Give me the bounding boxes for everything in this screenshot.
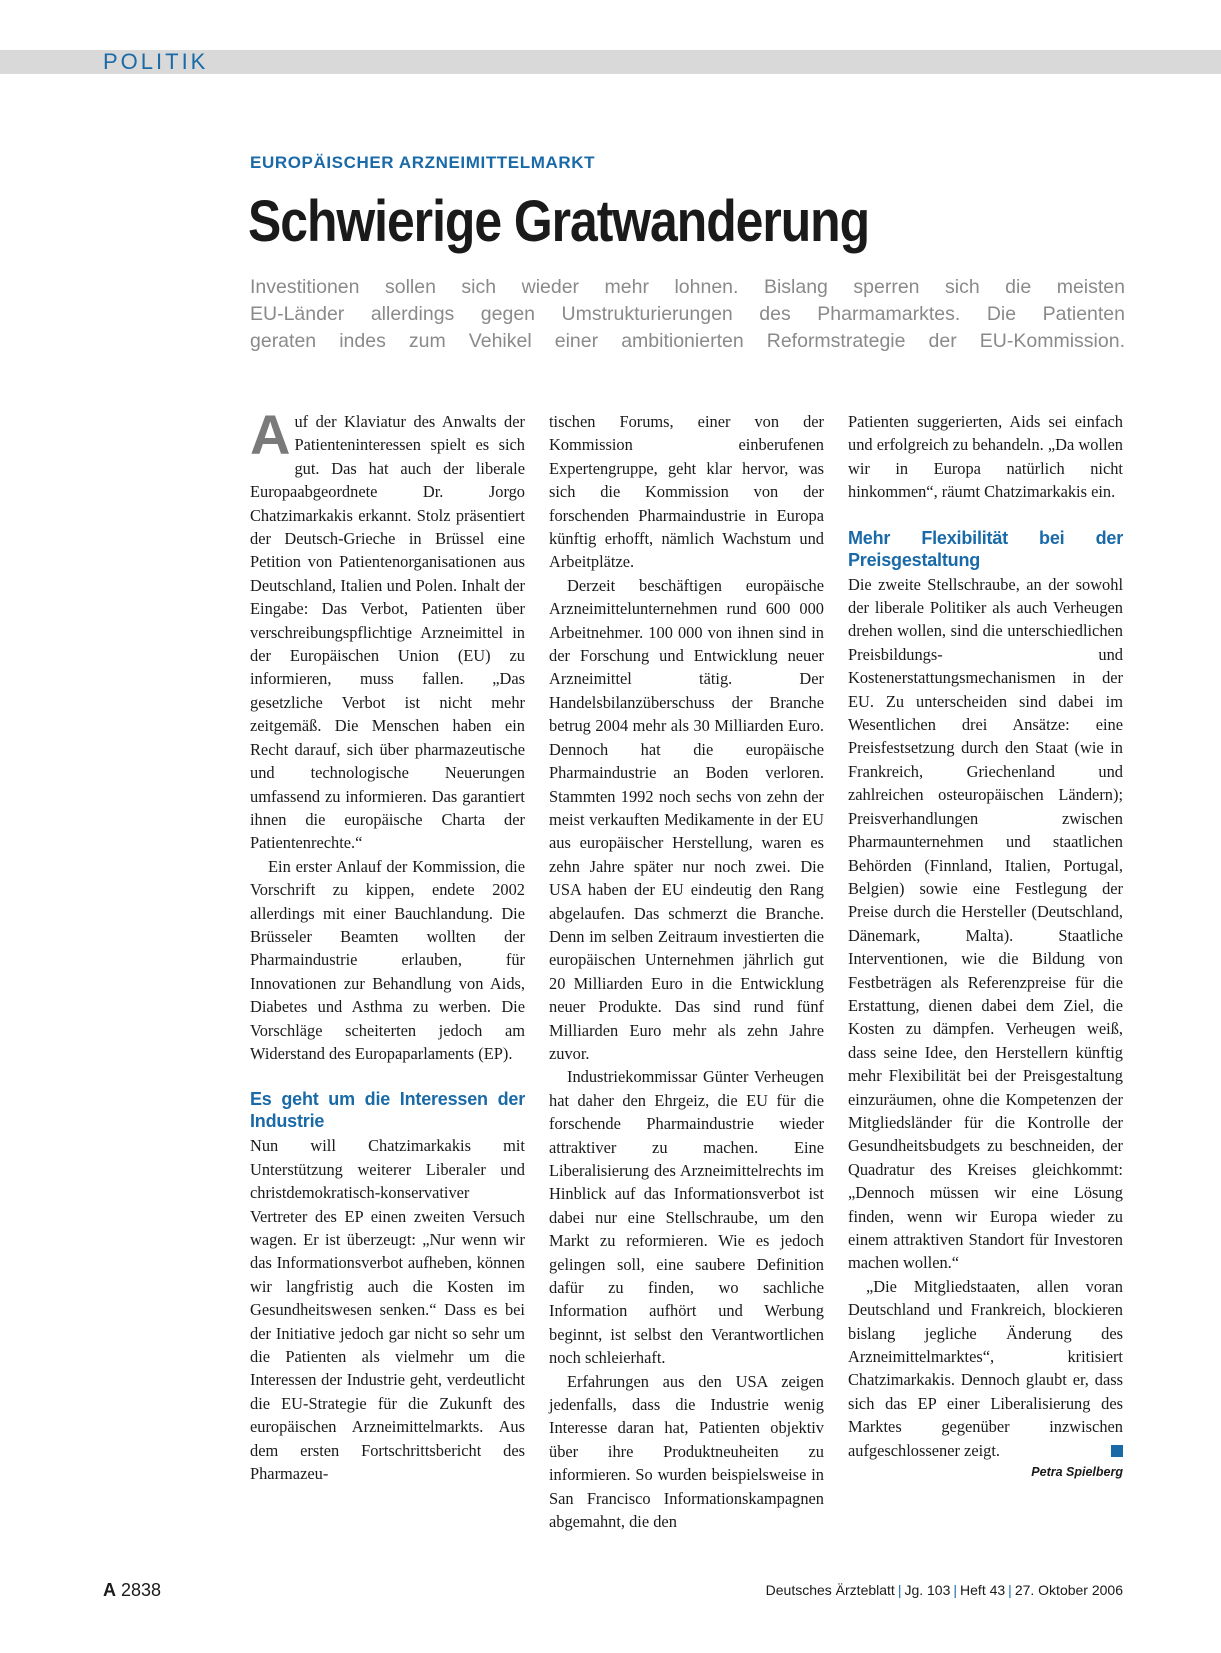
paragraph (250, 403, 525, 855)
separator: | (1008, 1582, 1012, 1598)
text-column-3 (848, 410, 1123, 1482)
lead-line: Investitionen sollen sich wieder mehr lohnen. Bislang sperren sich die meisten (250, 276, 1125, 298)
paragraph: Erfahrungen aus den USA zeigen jedenfalls, dass die Industrie wenig Interesse daran hat, Patienten objektiv über ihre Produktneuheiten zu informieren. So wurden beispielsweise in San Francisco Informationskampagnen abgemahnt, die den (549, 1371, 824, 1532)
journal-name: Deutsches Ärzteblatt (765, 1582, 895, 1598)
paragraph: Industriekommissar Günter Verheugen hat daher den Ehrgeiz, die EU für die forschende Pharmaindustrie wieder attraktiver zu machen. Eine Liberalisierung des Arzneimittelrechts im Hinblick auf das Informationsverbot ist dabei nur eine Stellschraube, um den Markt zu reformieren. Wie es jedoch gelingen soll, eine saubere Definition dafür zu finden, wo sachliche Information aufhört und Werbung beginnt, ist selbst den Verantwortlichen noch schleierhaft. (549, 1067, 824, 1368)
article-lead (250, 274, 1125, 355)
page-number (103, 1580, 161, 1601)
paragraph: Die zweite Stellschraube, an der sowohl der liberale Politiker als auch Verheugen drehen wollen, sind die unterschiedlichen Preisbildungs- und Kostenerstattungsmechanismen in der EU. Zu unterscheiden sind dabei im Wesentlichen drei Ansätze: eine Preisfestsetzung durch den Staat (wie in Frankreich, Griechenland und zahlreichen osteuropäischen Ländern); Preisverhandlungen zwischen Pharmaunternehmen und staatlichen Behörden (Finnland, Italien, Portugal, Belgien) sowie eine Festlegung der Preise durch die Hersteller (Deutschland, Dänemark, Malta). Staatliche Interventionen, wie die Bildung von Festbeträgen als Referenzpreise für die Erstattung, dienen dabei dem Ziel, die Kosten zu dämpfen. Verheugen weiß, dass seine Idee, den Herstellern künftig mehr Flexibilität bei der Preisgestaltung einzuräumen, ohne die Kompetenzen der Mitgliedsländer für die Kontrolle der Gesundheitsbudgets zu beschneiden, der Quadratur des Kreises gleichkommt: „Dennoch müssen wir eine Lösung finden, wenn wir Europa wieder zu einem attraktiven Standort für Investoren machen wollen.“ (848, 574, 1123, 1273)
separator: | (897, 1582, 902, 1598)
article-headline: Schwierige Gratwanderung (248, 189, 870, 254)
lead-line: EU-Länder allerdings gegen Umstrukturierungen des Pharmamarktes. Die Patienten (250, 303, 1125, 325)
text-column-2 (549, 410, 824, 1534)
section-label: POLITIK (103, 49, 209, 74)
paragraph: tischen Forums, einer von der Kommission einberufenen Expertengruppe, geht klar hervor, was sich die Kommission von der forschenden Pharmaindustrie in Europa künftig erhofft, nämlich Wachstum und Arbeitplätze. (549, 412, 824, 572)
page-prefix: A (103, 1580, 116, 1600)
lead-line: geraten indes zum Vehikel einer ambitionierten Reformstrategie der EU-Kommission. (250, 330, 1125, 352)
publication-date: 27. Oktober 2006 (1014, 1582, 1123, 1598)
author-byline: Petra Spielberg (1031, 1465, 1123, 1480)
footer-publication-info (766, 1582, 1123, 1598)
article-kicker: EUROPÄISCHER ARZNEIMITTELMARKT (250, 153, 596, 172)
paragraph-text: „Die Mitgliedstaaten, allen voran Deutschland und Frankreich, blockieren bislang jegliche Änderung des Arzneimittelmarktes“, kritisiert Chatzimarkakis. Dennoch glaubt er, dass sich das EP einer Liberalisierung des Marktes gegenüber inzwischen aufgeschlossener zeigt. (848, 1276, 1123, 1460)
paragraph: Patienten suggerierten, Aids sei einfach und erfolgreich zu behandeln. „Da wollen wir in Europa natürlich nicht hinkommen“, räumt Chatzimarkakis ein. (848, 412, 1123, 502)
text-column-1 (250, 403, 525, 1485)
paragraph: Nun will Chatzimarkakis mit Unterstützung weiterer Liberaler und christdemokratisch-konservativer Vertreter des EP einen zweiten Versuch wagen. Er ist überzeugt: „Nur wenn wir das Informationsverbot aufheben, können wir langfristig auch die Kosten im Gesundheitswesen senken.“ Dass es bei der Initiative jedoch gar nicht so sehr um die Patienten als vielmehr um die Interessen der Industrie geht, verdeutlicht die EU-Strategie für die Zukunft des europäischen Arzneimittelmarkts. Aus dem ersten Fortschrittsbericht des Pharmazeu- (250, 1136, 525, 1484)
journal-volume: Jg. 103 (904, 1582, 951, 1598)
paragraph (848, 1275, 1123, 1462)
end-mark-icon (1111, 1445, 1123, 1457)
subheading: Mehr Flexibilität bei der Preisgestaltung (848, 527, 1123, 570)
subheading: Es geht um die Interessen der Industrie (250, 1089, 525, 1132)
paragraph-text: uf der Klaviatur des Anwalts der Patienteninteressen spielt es sich gut. Das hat auch der liberale Europaabgeordnete Dr. Jorgo Chatzimarkakis erkannt. Stolz präsentiert der Deutsch-Grieche in Brüssel eine Petition von Patientenorganisationen aus Deutschland, Italien und Polen. Inhalt der Eingabe: Das Verbot, Patienten über verschreibungspflichtige Arzneimittel in der Europäischen Union (EU) zu informieren, muss fallen. „Das gesetzliche Verbot ist nicht mehr zeitgemäß. Die Menschen haben ein Recht darauf, sich über pharmazeutische und technologische Neuerungen umfassend zu informieren. Das garantiert ihnen die europäische Charta der Patientenrechte.“ (250, 412, 525, 853)
paragraph: Ein erster Anlauf der Kommission, die Vorschrift zu kippen, endete 2002 allerdings mit einer Bauchlandung. Die Brüsseler Beamten wollten der Pharmaindustrie erlauben, für Innovationen zur Behandlung von Aids, Diabetes und Asthma zu werben. Die Vorschläge scheiterten jedoch am Widerstand des Europaparlaments (EP). (250, 856, 525, 1063)
paragraph: Derzeit beschäftigen europäische Arzneimittelunternehmen rund 600 000 Arbeitnehmer. 100 000 von ihnen sind in der Forschung und Entwicklung neuer Arzneimittel tätig. Der Handelsbilanzüberschuss der Branche betrug 2004 mehr als 30 Milliarden Euro. Dennoch hat die europäische Pharmaindustrie an Boden verloren. Stammten 1992 noch sechs von zehn der meist verkauften Medikamente in der EU aus europäischer Herstellung, waren es zehn Jahre später nur noch zwei. Die USA haben der EU eindeutig den Rang abgelaufen. Das schmerzt die Branche. Denn im selben Zeitraum investierten die europäischen Unternehmen jährlich gut 20 Milliarden Euro in die Entwicklung neuer Produkte. Das sind rund fünf Milliarden Euro mehr als zehn Jahre zuvor. (549, 575, 824, 1063)
journal-issue: Heft 43 (960, 1582, 1006, 1598)
separator: | (953, 1582, 958, 1598)
page-number-value: 2838 (121, 1580, 162, 1600)
drop-cap: A (250, 403, 291, 466)
